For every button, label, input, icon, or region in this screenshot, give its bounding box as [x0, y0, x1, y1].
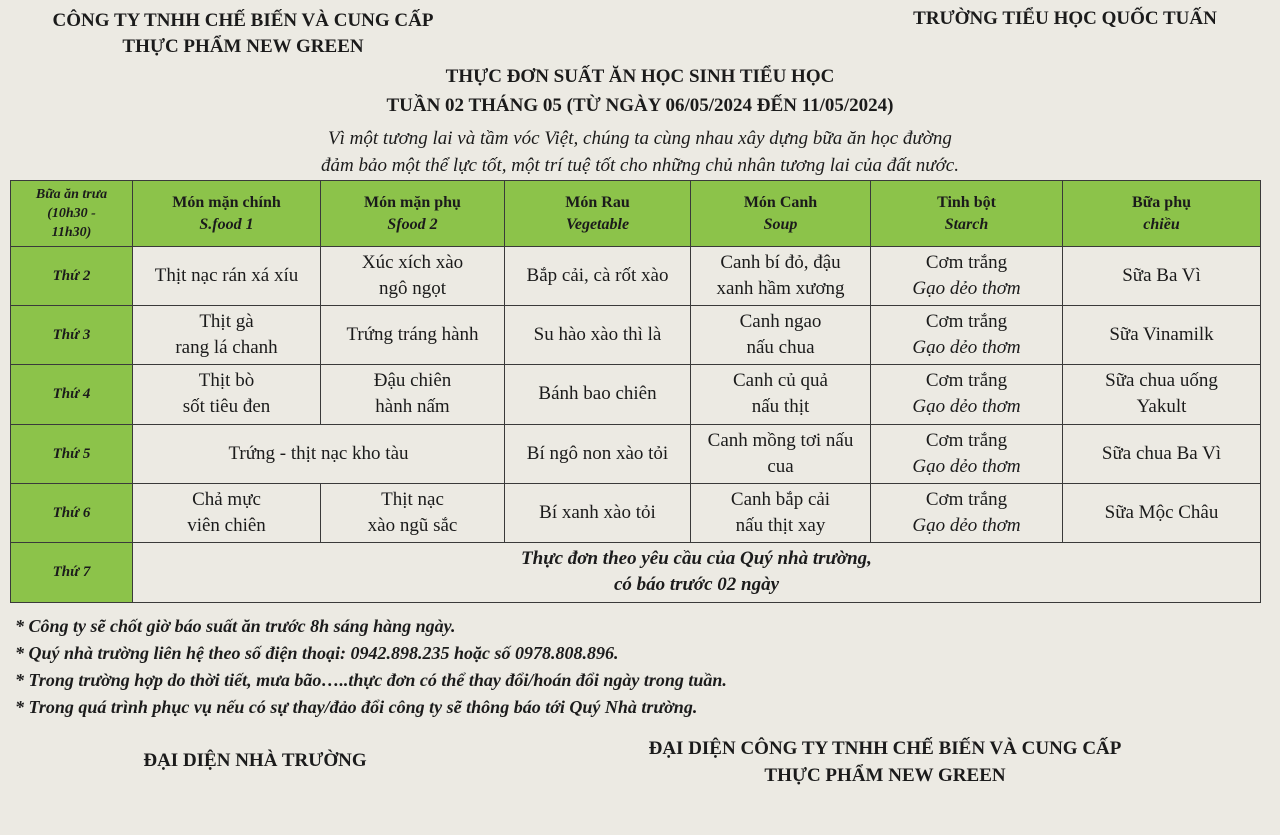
menu-title: THỰC ĐƠN SUẤT ĂN HỌC SINH TIỂU HỌC	[445, 66, 835, 87]
soup-cell	[691, 365, 871, 424]
cell-text: nấu chua	[746, 337, 815, 359]
main-dish-cell	[133, 247, 321, 306]
vegetable-cell	[505, 483, 691, 542]
table-row	[11, 306, 1261, 365]
main-dish-cell	[133, 365, 321, 424]
cell-text: Thịt nạc rán xá xíu	[154, 265, 299, 287]
cell-text: Canh củ quả	[733, 370, 828, 392]
slogan-line2: đảm bảo một thể lực tốt, một trí tuệ tốt cho những chủ nhân tương lai của đất nước.	[320, 155, 959, 176]
side-dish-cell	[321, 365, 505, 424]
meal-header-line2: (10h30 -	[47, 206, 96, 222]
cell-text: xanh hầm xương	[716, 278, 845, 300]
cell-text: hành nấm	[375, 396, 450, 418]
day-label: Thứ 2	[11, 247, 133, 306]
merged-main-dish-cell	[133, 424, 505, 483]
company-name-line2: THỰC PHẨM NEW GREEN	[122, 36, 364, 57]
company-name-line1: CÔNG TY TNHH CHẾ BIẾN VÀ CUNG CẤP	[52, 10, 434, 31]
cell-text: Gạo dẻo thơm	[912, 455, 1021, 477]
cell-text: ngô ngọt	[378, 278, 447, 300]
col-header-side-en: Sfood 2	[387, 215, 438, 233]
cell-text: Sữa Vinamilk	[1109, 324, 1214, 346]
cell-text: Cơm trắng	[925, 311, 1008, 333]
cell-text: sốt tiêu đen	[182, 396, 271, 418]
cell-text: Su hào xào thì là	[533, 324, 662, 346]
day-label: Thứ 4	[11, 365, 133, 424]
col-header-soup	[691, 181, 871, 247]
col-header-veg-en: Vegetable	[565, 215, 630, 233]
cell-text: Sữa chua uống	[1105, 370, 1218, 392]
side-dish-cell	[321, 247, 505, 306]
cell-text: rang lá chanh	[175, 337, 278, 359]
meal-header-line3: 11h30)	[51, 225, 92, 241]
cell-text: Bánh bao chiên	[538, 383, 657, 405]
cell-text: Trứng tráng hành	[346, 324, 479, 346]
note-line: * Trong quá trình phục vụ nếu có sự thay/đảo đổi công ty sẽ thông báo tới Quý Nhà trường.	[15, 697, 698, 717]
vegetable-cell	[505, 365, 691, 424]
side-dish-cell	[321, 483, 505, 542]
soup-cell	[691, 483, 871, 542]
slogan-line1: Vì một tương lai và tầm vóc Việt, chúng ta cùng nhau xây dựng bữa ăn học đường	[328, 128, 952, 149]
cell-text: Gạo dẻo thơm	[912, 278, 1021, 300]
cell-text: Canh bí đỏ, đậu	[720, 252, 841, 274]
table-row	[11, 365, 1261, 424]
cell-text: có báo trước 02 ngày	[613, 574, 780, 596]
snack-cell	[1063, 483, 1261, 542]
cell-text: Gạo dẻo thơm	[912, 396, 1021, 418]
company-representative-line1: ĐẠI DIỆN CÔNG TY TNHH CHẾ BIẾN VÀ CUNG CẤP	[648, 738, 1122, 759]
on-request-menu-cell	[133, 542, 1261, 602]
meal-header-line1: Bữa ăn trưa	[35, 187, 108, 203]
cell-text: Thịt gà	[199, 311, 254, 333]
day-label: Thứ 6	[11, 483, 133, 542]
main-dish-cell	[133, 306, 321, 365]
cell-text: Chả mực	[192, 488, 261, 510]
cell-text: Sữa Mộc Châu	[1104, 501, 1219, 523]
cell-text: Sữa chua Ba Vì	[1101, 442, 1222, 464]
school-name: TRƯỜNG TIỂU HỌC QUỐC TUẤN	[913, 8, 1217, 29]
cell-text: Canh bắp cải	[730, 488, 831, 510]
cell-text: xào ngũ sắc	[367, 514, 458, 536]
school-representative-label: ĐẠI DIỆN NHÀ TRƯỜNG	[143, 750, 367, 771]
company-header	[18, 8, 468, 60]
col-header-snack-vi: Bữa phụ	[1132, 193, 1191, 211]
cell-text: Bí ngô non xào tỏi	[526, 442, 669, 464]
table-row	[11, 542, 1261, 602]
starch-cell	[871, 424, 1063, 483]
col-header-snack-en: chiều	[1143, 215, 1180, 233]
cell-text: Gạo dẻo thơm	[912, 514, 1021, 536]
col-header-starch-en: Starch	[944, 215, 989, 233]
vegetable-cell	[505, 247, 691, 306]
col-header-soup-en: Soup	[763, 215, 798, 233]
starch-cell	[871, 306, 1063, 365]
note-line: * Trong trường hợp do thời tiết, mưa bão…..thực đơn có thể thay đổi/hoán đổi ngày trong tuần.	[15, 670, 727, 690]
snack-cell	[1063, 247, 1261, 306]
cell-text: cua	[767, 455, 794, 477]
cell-text: Thịt nạc	[381, 488, 444, 510]
day-label: Thứ 3	[11, 306, 133, 365]
snack-cell	[1063, 424, 1261, 483]
note-line: * Quý nhà trường liên hệ theo số điện thoại: 0942.898.235 hoặc số 0978.808.896.	[15, 643, 619, 663]
col-header-starch	[871, 181, 1063, 247]
col-header-snack	[1063, 181, 1261, 247]
col-header-side-vi: Món mặn phụ	[364, 193, 461, 211]
side-dish-cell	[321, 306, 505, 365]
snack-cell	[1063, 306, 1261, 365]
cell-text: viên chiên	[187, 514, 266, 536]
col-header-starch-vi: Tinh bột	[937, 193, 996, 211]
soup-cell	[691, 306, 871, 365]
menu-week: TUẦN 02 THÁNG 05 (TỪ NGÀY 06/05/2024 ĐẾN 11/05/2024)	[386, 95, 894, 116]
col-header-main-en: S.food 1	[199, 215, 254, 233]
cell-text: Bí xanh xào tỏi	[539, 501, 656, 523]
cell-text: Thịt bò	[198, 370, 255, 392]
table-row	[11, 424, 1261, 483]
table-header-row	[11, 181, 1261, 247]
cell-text: Xúc xích xào	[361, 252, 464, 274]
vegetable-cell	[505, 306, 691, 365]
cell-text: Cơm trắng	[925, 252, 1008, 274]
cell-text: Canh mồng tơi nấu	[707, 429, 854, 451]
starch-cell	[871, 483, 1063, 542]
cell-text: Cơm trắng	[925, 370, 1008, 392]
cell-text: Cơm trắng	[925, 488, 1008, 510]
soup-cell	[691, 424, 871, 483]
note-line: * Công ty sẽ chốt giờ báo suất ăn trước 8h sáng hàng ngày.	[15, 616, 456, 636]
main-dish-cell	[133, 483, 321, 542]
cell-text: Cơm trắng	[925, 429, 1008, 451]
day-label: Thứ 5	[11, 424, 133, 483]
menu-table	[10, 180, 1261, 603]
col-header-side	[321, 181, 505, 247]
cell-text: Thực đơn theo yêu cầu của Quý nhà trường,	[521, 548, 872, 570]
cell-text: Bắp cải, cà rốt xào	[526, 265, 669, 287]
day-label: Thứ 7	[11, 542, 133, 602]
col-header-main	[133, 181, 321, 247]
cell-text: nấu thịt	[751, 396, 810, 418]
cell-text: Trứng - thịt nạc kho tàu	[228, 442, 409, 464]
table-row	[11, 483, 1261, 542]
vegetable-cell	[505, 424, 691, 483]
col-header-main-vi: Món mặn chính	[172, 193, 281, 211]
table-row	[11, 247, 1261, 306]
starch-cell	[871, 247, 1063, 306]
col-header-veg	[505, 181, 691, 247]
soup-cell	[691, 247, 871, 306]
cell-text: Yakult	[1136, 396, 1187, 418]
cell-text: nấu thịt xay	[735, 514, 826, 536]
snack-cell	[1063, 365, 1261, 424]
meal-time-header	[11, 181, 133, 247]
cell-text: Canh ngao	[739, 311, 822, 333]
company-representative-label	[585, 735, 1185, 789]
company-representative-line2: THỰC PHẨM NEW GREEN	[764, 765, 1006, 786]
cell-text: Sữa Ba Vì	[1122, 265, 1201, 287]
cell-text: Đậu chiên	[373, 370, 452, 392]
col-header-soup-vi: Món Canh	[743, 193, 818, 211]
col-header-veg-vi: Món Rau	[565, 193, 630, 211]
starch-cell	[871, 365, 1063, 424]
cell-text: Gạo dẻo thơm	[912, 337, 1021, 359]
